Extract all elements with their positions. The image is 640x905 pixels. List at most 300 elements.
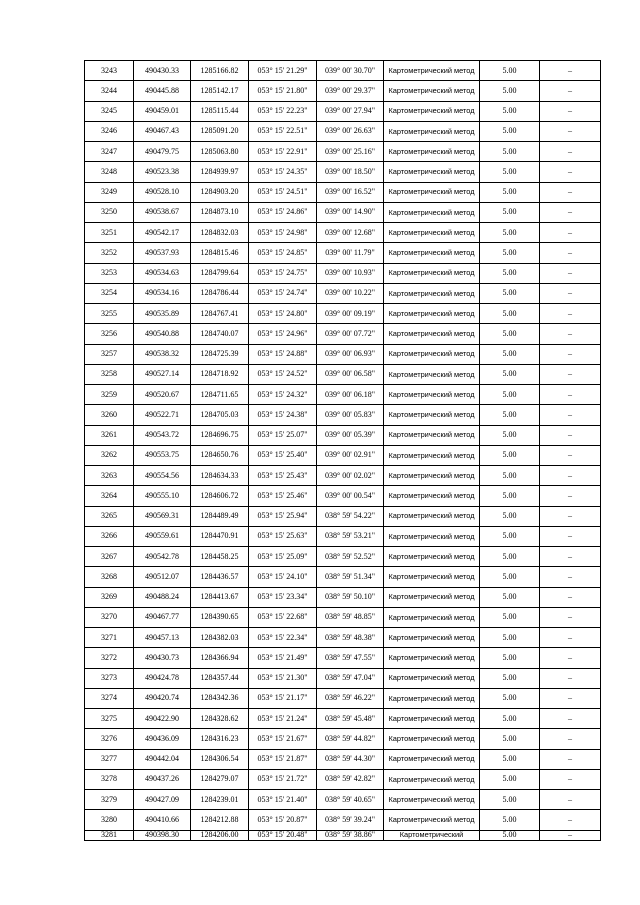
point-number-cell: 3266	[85, 526, 134, 546]
accuracy-cell: 5.00	[480, 304, 540, 324]
point-number-cell: 3250	[85, 202, 134, 222]
table-row	[85, 790, 601, 810]
table-row	[85, 749, 601, 769]
longitude-cell: 039° 00' 16.52"	[317, 182, 384, 202]
point-number-cell: 3281	[85, 830, 134, 840]
y-coordinate-cell: 1284725.39	[191, 344, 249, 364]
y-coordinate-cell: 1284390.65	[191, 607, 249, 627]
accuracy-cell: 5.00	[480, 506, 540, 526]
method-cell: Картометрический метод	[384, 688, 480, 708]
longitude-cell: 039° 00' 30.70"	[317, 61, 384, 81]
accuracy-cell: 5.00	[480, 628, 540, 648]
latitude-cell: 053° 15' 21.49"	[249, 648, 317, 668]
x-coordinate-cell: 490436.09	[134, 729, 191, 749]
longitude-cell: 039° 00' 12.68"	[317, 223, 384, 243]
note-cell: –	[540, 587, 601, 607]
y-coordinate-cell: 1284873.10	[191, 202, 249, 222]
table-row	[85, 830, 601, 840]
x-coordinate-cell: 490535.89	[134, 304, 191, 324]
accuracy-cell: 5.00	[480, 425, 540, 445]
x-coordinate-cell: 490559.61	[134, 526, 191, 546]
longitude-cell: 039° 00' 07.72"	[317, 324, 384, 344]
table-row	[85, 810, 601, 830]
accuracy-cell: 5.00	[480, 81, 540, 101]
note-cell: –	[540, 810, 601, 830]
method-cell: Картометрический метод	[384, 729, 480, 749]
latitude-cell: 053° 15' 24.32"	[249, 385, 317, 405]
latitude-cell: 053° 15' 21.29"	[249, 61, 317, 81]
accuracy-cell: 5.00	[480, 182, 540, 202]
x-coordinate-cell: 490534.63	[134, 263, 191, 283]
y-coordinate-cell: 1284279.07	[191, 769, 249, 789]
y-coordinate-cell: 1285166.82	[191, 61, 249, 81]
method-cell: Картометрический метод	[384, 547, 480, 567]
accuracy-cell: 5.00	[480, 567, 540, 587]
point-number-cell: 3254	[85, 283, 134, 303]
longitude-cell: 039° 00' 18.50"	[317, 162, 384, 182]
point-number-cell: 3256	[85, 324, 134, 344]
latitude-cell: 053° 15' 24.10"	[249, 567, 317, 587]
latitude-cell: 053° 15' 21.24"	[249, 709, 317, 729]
accuracy-cell: 5.00	[480, 101, 540, 121]
y-coordinate-cell: 1284366.94	[191, 648, 249, 668]
note-cell: –	[540, 567, 601, 587]
x-coordinate-cell: 490534.16	[134, 283, 191, 303]
x-coordinate-cell: 490488.24	[134, 587, 191, 607]
x-coordinate-cell: 490540.88	[134, 324, 191, 344]
note-cell: –	[540, 344, 601, 364]
x-coordinate-cell: 490522.71	[134, 405, 191, 425]
latitude-cell: 053° 15' 24.35"	[249, 162, 317, 182]
x-coordinate-cell: 490398.30	[134, 830, 191, 840]
accuracy-cell: 5.00	[480, 526, 540, 546]
longitude-cell: 038° 59' 38.86"	[317, 830, 384, 840]
coordinates-table	[84, 60, 601, 841]
note-cell: –	[540, 769, 601, 789]
latitude-cell: 053° 15' 21.67"	[249, 729, 317, 749]
latitude-cell: 053° 15' 24.80"	[249, 304, 317, 324]
y-coordinate-cell: 1284239.01	[191, 790, 249, 810]
accuracy-cell: 5.00	[480, 405, 540, 425]
y-coordinate-cell: 1284718.92	[191, 364, 249, 384]
method-cell: Картометрический метод	[384, 425, 480, 445]
latitude-cell: 053° 15' 22.51"	[249, 121, 317, 141]
method-cell: Картометрический метод	[384, 445, 480, 465]
x-coordinate-cell: 490410.66	[134, 810, 191, 830]
longitude-cell: 038° 59' 50.10"	[317, 587, 384, 607]
accuracy-cell: 5.00	[480, 223, 540, 243]
accuracy-cell: 5.00	[480, 830, 540, 840]
point-number-cell: 3263	[85, 466, 134, 486]
method-cell: Картометрический метод	[384, 61, 480, 81]
y-coordinate-cell: 1285115.44	[191, 101, 249, 121]
x-coordinate-cell: 490569.31	[134, 506, 191, 526]
latitude-cell: 053° 15' 24.85"	[249, 243, 317, 263]
accuracy-cell: 5.00	[480, 142, 540, 162]
y-coordinate-cell: 1285091.20	[191, 121, 249, 141]
longitude-cell: 039° 00' 10.22"	[317, 283, 384, 303]
method-cell: Картометрический метод	[384, 709, 480, 729]
y-coordinate-cell: 1284357.44	[191, 668, 249, 688]
longitude-cell: 039° 00' 00.54"	[317, 486, 384, 506]
x-coordinate-cell: 490437.26	[134, 769, 191, 789]
point-number-cell: 3268	[85, 567, 134, 587]
table-row	[85, 162, 601, 182]
point-number-cell: 3276	[85, 729, 134, 749]
x-coordinate-cell: 490553.75	[134, 445, 191, 465]
y-coordinate-cell: 1284740.07	[191, 324, 249, 344]
table-row	[85, 182, 601, 202]
method-cell: Картометрический метод	[384, 587, 480, 607]
longitude-cell: 038° 59' 40.65"	[317, 790, 384, 810]
x-coordinate-cell: 490422.90	[134, 709, 191, 729]
accuracy-cell: 5.00	[480, 587, 540, 607]
longitude-cell: 038° 59' 51.34"	[317, 567, 384, 587]
point-number-cell: 3245	[85, 101, 134, 121]
longitude-cell: 039° 00' 10.93"	[317, 263, 384, 283]
point-number-cell: 3243	[85, 61, 134, 81]
y-coordinate-cell: 1284458.25	[191, 547, 249, 567]
y-coordinate-cell: 1284206.00	[191, 830, 249, 840]
method-cell: Картометрический метод	[384, 121, 480, 141]
x-coordinate-cell: 490512.07	[134, 567, 191, 587]
table-row	[85, 425, 601, 445]
longitude-cell: 038° 59' 47.04"	[317, 668, 384, 688]
point-number-cell: 3260	[85, 405, 134, 425]
point-number-cell: 3277	[85, 749, 134, 769]
x-coordinate-cell: 490457.13	[134, 628, 191, 648]
longitude-cell: 039° 00' 05.83"	[317, 405, 384, 425]
point-number-cell: 3271	[85, 628, 134, 648]
method-cell: Картометрический метод	[384, 283, 480, 303]
longitude-cell: 038° 59' 46.22"	[317, 688, 384, 708]
table-row	[85, 466, 601, 486]
x-coordinate-cell: 490445.88	[134, 81, 191, 101]
note-cell: –	[540, 709, 601, 729]
table-row	[85, 628, 601, 648]
latitude-cell: 053° 15' 25.43"	[249, 466, 317, 486]
method-cell: Картометрический метод	[384, 648, 480, 668]
table-row	[85, 344, 601, 364]
point-number-cell: 3253	[85, 263, 134, 283]
note-cell: –	[540, 526, 601, 546]
latitude-cell: 053° 15' 24.88"	[249, 344, 317, 364]
y-coordinate-cell: 1284316.23	[191, 729, 249, 749]
latitude-cell: 053° 15' 21.80"	[249, 81, 317, 101]
point-number-cell: 3280	[85, 810, 134, 830]
latitude-cell: 053° 15' 21.87"	[249, 749, 317, 769]
latitude-cell: 053° 15' 25.94"	[249, 506, 317, 526]
note-cell: –	[540, 628, 601, 648]
y-coordinate-cell: 1285142.17	[191, 81, 249, 101]
table-row	[85, 729, 601, 749]
accuracy-cell: 5.00	[480, 688, 540, 708]
x-coordinate-cell: 490542.17	[134, 223, 191, 243]
x-coordinate-cell: 490430.33	[134, 61, 191, 81]
latitude-cell: 053° 15' 20.48"	[249, 830, 317, 840]
x-coordinate-cell: 490523.38	[134, 162, 191, 182]
accuracy-cell: 5.00	[480, 769, 540, 789]
table-row	[85, 607, 601, 627]
method-cell: Картометрический метод	[384, 769, 480, 789]
longitude-cell: 039° 00' 25.16"	[317, 142, 384, 162]
latitude-cell: 053° 15' 24.96"	[249, 324, 317, 344]
accuracy-cell: 5.00	[480, 790, 540, 810]
method-cell: Картометрический метод	[384, 466, 480, 486]
y-coordinate-cell: 1284767.41	[191, 304, 249, 324]
note-cell: –	[540, 445, 601, 465]
method-cell: Картометрический метод	[384, 142, 480, 162]
latitude-cell: 053° 15' 25.40"	[249, 445, 317, 465]
point-number-cell: 3272	[85, 648, 134, 668]
accuracy-cell: 5.00	[480, 243, 540, 263]
point-number-cell: 3270	[85, 607, 134, 627]
method-cell: Картометрический метод	[384, 790, 480, 810]
y-coordinate-cell: 1284832.03	[191, 223, 249, 243]
latitude-cell: 053° 15' 21.72"	[249, 769, 317, 789]
accuracy-cell: 5.00	[480, 668, 540, 688]
longitude-cell: 039° 00' 06.93"	[317, 344, 384, 364]
longitude-cell: 038° 59' 54.22"	[317, 506, 384, 526]
longitude-cell: 038° 59' 48.38"	[317, 628, 384, 648]
table-row	[85, 769, 601, 789]
longitude-cell: 038° 59' 42.82"	[317, 769, 384, 789]
y-coordinate-cell: 1284470.91	[191, 526, 249, 546]
point-number-cell: 3275	[85, 709, 134, 729]
note-cell: –	[540, 61, 601, 81]
table-row	[85, 709, 601, 729]
table-row	[85, 61, 601, 81]
table-row	[85, 364, 601, 384]
table-row	[85, 526, 601, 546]
y-coordinate-cell: 1284815.46	[191, 243, 249, 263]
table-row	[85, 648, 601, 668]
point-number-cell: 3251	[85, 223, 134, 243]
table-row	[85, 142, 601, 162]
longitude-cell: 039° 00' 14.90"	[317, 202, 384, 222]
table-row	[85, 121, 601, 141]
table-row	[85, 101, 601, 121]
method-cell: Картометрический метод	[384, 668, 480, 688]
y-coordinate-cell: 1284650.76	[191, 445, 249, 465]
longitude-cell: 038° 59' 52.52"	[317, 547, 384, 567]
table-row	[85, 688, 601, 708]
point-number-cell: 3279	[85, 790, 134, 810]
note-cell: –	[540, 830, 601, 840]
latitude-cell: 053° 15' 25.07"	[249, 425, 317, 445]
note-cell: –	[540, 385, 601, 405]
method-cell: Картометрический метод	[384, 263, 480, 283]
table-body	[85, 61, 601, 841]
method-cell: Картометрический метод	[384, 607, 480, 627]
y-coordinate-cell: 1284382.03	[191, 628, 249, 648]
method-cell: Картометрический метод	[384, 243, 480, 263]
table-row	[85, 547, 601, 567]
point-number-cell: 3259	[85, 385, 134, 405]
accuracy-cell: 5.00	[480, 749, 540, 769]
point-number-cell: 3246	[85, 121, 134, 141]
y-coordinate-cell: 1284696.75	[191, 425, 249, 445]
accuracy-cell: 5.00	[480, 466, 540, 486]
accuracy-cell: 5.00	[480, 810, 540, 830]
longitude-cell: 038° 59' 47.55"	[317, 648, 384, 668]
x-coordinate-cell: 490467.43	[134, 121, 191, 141]
longitude-cell: 039° 00' 05.39"	[317, 425, 384, 445]
note-cell: –	[540, 324, 601, 344]
latitude-cell: 053° 15' 25.46"	[249, 486, 317, 506]
note-cell: –	[540, 607, 601, 627]
note-cell: –	[540, 283, 601, 303]
y-coordinate-cell: 1284436.57	[191, 567, 249, 587]
note-cell: –	[540, 506, 601, 526]
latitude-cell: 053° 15' 24.51"	[249, 182, 317, 202]
note-cell: –	[540, 263, 601, 283]
accuracy-cell: 5.00	[480, 162, 540, 182]
point-number-cell: 3265	[85, 506, 134, 526]
accuracy-cell: 5.00	[480, 61, 540, 81]
longitude-cell: 038° 59' 39.24"	[317, 810, 384, 830]
accuracy-cell: 5.00	[480, 486, 540, 506]
latitude-cell: 053° 15' 22.68"	[249, 607, 317, 627]
accuracy-cell: 5.00	[480, 121, 540, 141]
y-coordinate-cell: 1284711.65	[191, 385, 249, 405]
note-cell: –	[540, 729, 601, 749]
table-row	[85, 202, 601, 222]
note-cell: –	[540, 81, 601, 101]
latitude-cell: 053° 15' 24.98"	[249, 223, 317, 243]
method-cell: Картометрический метод	[384, 506, 480, 526]
method-cell: Картометрический метод	[384, 162, 480, 182]
x-coordinate-cell: 490537.93	[134, 243, 191, 263]
note-cell: –	[540, 304, 601, 324]
y-coordinate-cell: 1284413.67	[191, 587, 249, 607]
x-coordinate-cell: 490542.78	[134, 547, 191, 567]
method-cell: Картометрический метод	[384, 628, 480, 648]
longitude-cell: 038° 59' 44.30"	[317, 749, 384, 769]
method-cell: Картометрический метод	[384, 223, 480, 243]
y-coordinate-cell: 1284606.72	[191, 486, 249, 506]
latitude-cell: 053° 15' 21.40"	[249, 790, 317, 810]
latitude-cell: 053° 15' 24.52"	[249, 364, 317, 384]
x-coordinate-cell: 490479.75	[134, 142, 191, 162]
point-number-cell: 3261	[85, 425, 134, 445]
longitude-cell: 038° 59' 45.48"	[317, 709, 384, 729]
point-number-cell: 3249	[85, 182, 134, 202]
x-coordinate-cell: 490543.72	[134, 425, 191, 445]
latitude-cell: 053° 15' 25.09"	[249, 547, 317, 567]
accuracy-cell: 5.00	[480, 729, 540, 749]
note-cell: –	[540, 466, 601, 486]
note-cell: –	[540, 425, 601, 445]
note-cell: –	[540, 223, 601, 243]
method-cell: Картометрический	[384, 830, 480, 840]
x-coordinate-cell: 490467.77	[134, 607, 191, 627]
accuracy-cell: 5.00	[480, 648, 540, 668]
note-cell: –	[540, 142, 601, 162]
point-number-cell: 3248	[85, 162, 134, 182]
method-cell: Картометрический метод	[384, 81, 480, 101]
y-coordinate-cell: 1284705.03	[191, 405, 249, 425]
x-coordinate-cell: 490420.74	[134, 688, 191, 708]
method-cell: Картометрический метод	[384, 526, 480, 546]
x-coordinate-cell: 490427.09	[134, 790, 191, 810]
accuracy-cell: 5.00	[480, 283, 540, 303]
accuracy-cell: 5.00	[480, 547, 540, 567]
latitude-cell: 053° 15' 24.86"	[249, 202, 317, 222]
method-cell: Картометрический метод	[384, 486, 480, 506]
table-row	[85, 304, 601, 324]
longitude-cell: 039° 00' 11.79"	[317, 243, 384, 263]
table-row	[85, 668, 601, 688]
accuracy-cell: 5.00	[480, 263, 540, 283]
table-row	[85, 324, 601, 344]
latitude-cell: 053° 15' 23.34"	[249, 587, 317, 607]
accuracy-cell: 5.00	[480, 709, 540, 729]
point-number-cell: 3264	[85, 486, 134, 506]
method-cell: Картометрический метод	[384, 101, 480, 121]
table-row	[85, 81, 601, 101]
method-cell: Картометрический метод	[384, 202, 480, 222]
longitude-cell: 039° 00' 09.19"	[317, 304, 384, 324]
accuracy-cell: 5.00	[480, 445, 540, 465]
y-coordinate-cell: 1284939.97	[191, 162, 249, 182]
latitude-cell: 053° 15' 24.75"	[249, 263, 317, 283]
note-cell: –	[540, 405, 601, 425]
latitude-cell: 053° 15' 22.23"	[249, 101, 317, 121]
method-cell: Картометрический метод	[384, 405, 480, 425]
x-coordinate-cell: 490520.67	[134, 385, 191, 405]
accuracy-cell: 5.00	[480, 324, 540, 344]
latitude-cell: 053° 15' 24.38"	[249, 405, 317, 425]
y-coordinate-cell: 1284342.36	[191, 688, 249, 708]
point-number-cell: 3262	[85, 445, 134, 465]
longitude-cell: 039° 00' 26.63"	[317, 121, 384, 141]
method-cell: Картометрический метод	[384, 304, 480, 324]
note-cell: –	[540, 243, 601, 263]
note-cell: –	[540, 162, 601, 182]
method-cell: Картометрический метод	[384, 344, 480, 364]
table-row	[85, 445, 601, 465]
table-row	[85, 486, 601, 506]
y-coordinate-cell: 1285063.80	[191, 142, 249, 162]
longitude-cell: 038° 59' 44.82"	[317, 729, 384, 749]
note-cell: –	[540, 101, 601, 121]
y-coordinate-cell: 1284328.62	[191, 709, 249, 729]
x-coordinate-cell: 490538.67	[134, 202, 191, 222]
point-number-cell: 3278	[85, 769, 134, 789]
table-row	[85, 506, 601, 526]
x-coordinate-cell: 490528.10	[134, 182, 191, 202]
method-cell: Картометрический метод	[384, 385, 480, 405]
point-number-cell: 3269	[85, 587, 134, 607]
latitude-cell: 053° 15' 21.17"	[249, 688, 317, 708]
point-number-cell: 3244	[85, 81, 134, 101]
table-row	[85, 283, 601, 303]
table-row	[85, 243, 601, 263]
y-coordinate-cell: 1284212.88	[191, 810, 249, 830]
x-coordinate-cell: 490424.78	[134, 668, 191, 688]
longitude-cell: 038° 59' 53.21"	[317, 526, 384, 546]
point-number-cell: 3267	[85, 547, 134, 567]
note-cell: –	[540, 121, 601, 141]
note-cell: –	[540, 688, 601, 708]
longitude-cell: 038° 59' 48.85"	[317, 607, 384, 627]
method-cell: Картометрический метод	[384, 324, 480, 344]
y-coordinate-cell: 1284903.20	[191, 182, 249, 202]
note-cell: –	[540, 749, 601, 769]
latitude-cell: 053° 15' 22.91"	[249, 142, 317, 162]
accuracy-cell: 5.00	[480, 607, 540, 627]
